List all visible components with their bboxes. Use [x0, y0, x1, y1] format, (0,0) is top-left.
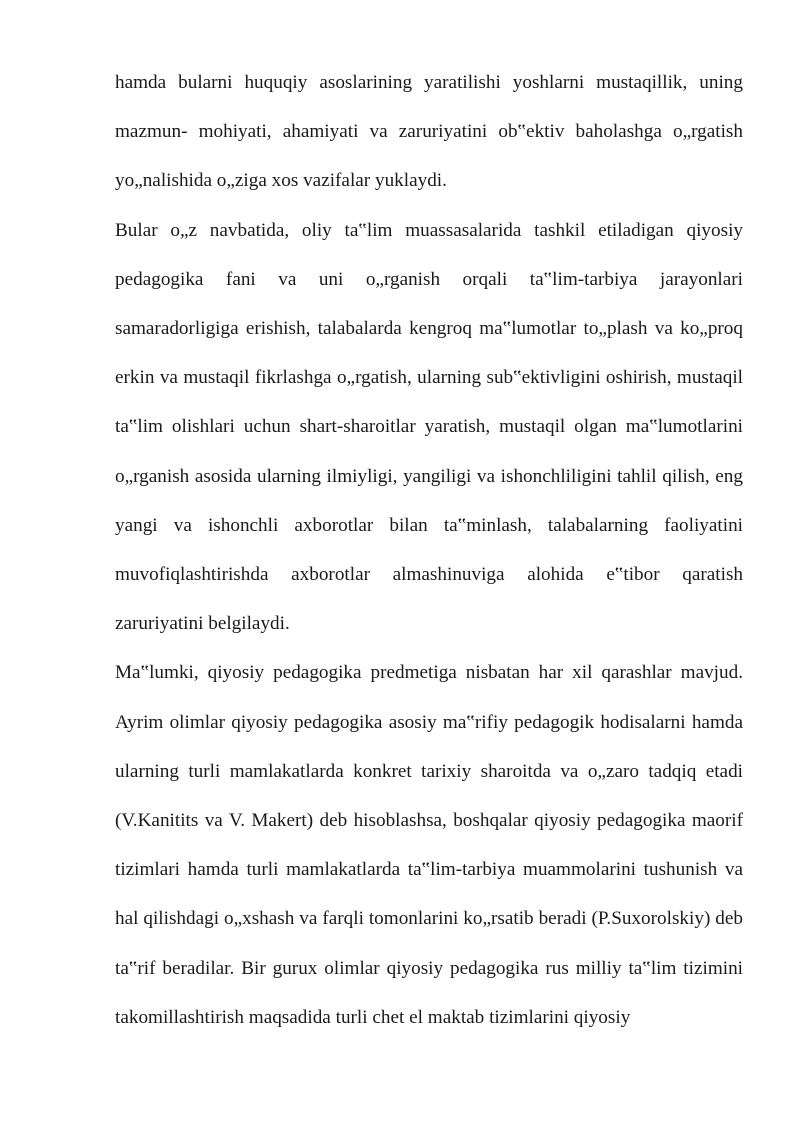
- paragraph-3: Ma‟lumki, qiyosiy pedagogika predmetiga nisbatan har xil qarashlar mavjud. Ayrim olimlar qiyosiy pedagogika asosiy ma‟rifiy pedagogik hodisalarni hamda ularning turli mamlakatlarda konkret tarixiy sharoitda va o„zaro tadqiq etadi (V.Kanitits va V. Makert) deb hisoblashsa, boshqalar qiyosiy pedagogika maorif tizimlari hamda turli mamlakatlarda ta‟lim-tarbiya muammolarini tushunish va hal qilishdagi o„xshash va farqli tomonlarini ko„rsatib beradi (P.Suxorolskiy) deb ta‟rif beradilar. Bir gurux olimlar qiyosiy pedagogika rus milliy ta‟lim tizimini takomillashtirish maqsadida turli chet el maktab tizimlarini qiyosiy: [115, 662, 743, 1028]
- paragraph-1: hamda bularni huquqiy asoslarining yaratilishi yoshlarni mustaqillik, uning mazmun- mohiyati, ahamiyati va zaruriyatini ob‟ektiv baholashga o„rgatish yo„nalishida o„ziga xos vazifalar yuklaydi.: [115, 72, 743, 192]
- document-page: [115, 58, 743, 1042]
- paragraph-2: Bular o„z navbatida, oliy ta‟lim muassasalarida tashkil etiladigan qiyosiy pedagogika fani va uni o„rganish orqali ta‟lim-tarbiya jarayonlari samaradorligiga erishish, talabalarda kengroq ma‟lumotlar to„plash va ko„proq erkin va mustaqil fikrlashga o„rgatish, ularning sub‟ektivligini oshirish, mustaqil ta‟lim olishlari uchun shart-sharoitlar yaratish, mustaqil olgan ma‟lumotlarini o„rganish asosida ularning ilmiyligi, yangiligi va ishonchliligini tahlil qilish, eng yangi va ishonchli axborotlar bilan ta‟minlash, talabalarning faoliyatini muvofiqlashtirishda axborotlar almashinuviga alohida e‟tibor qaratish zaruriyatini belgilaydi.: [115, 219, 743, 635]
